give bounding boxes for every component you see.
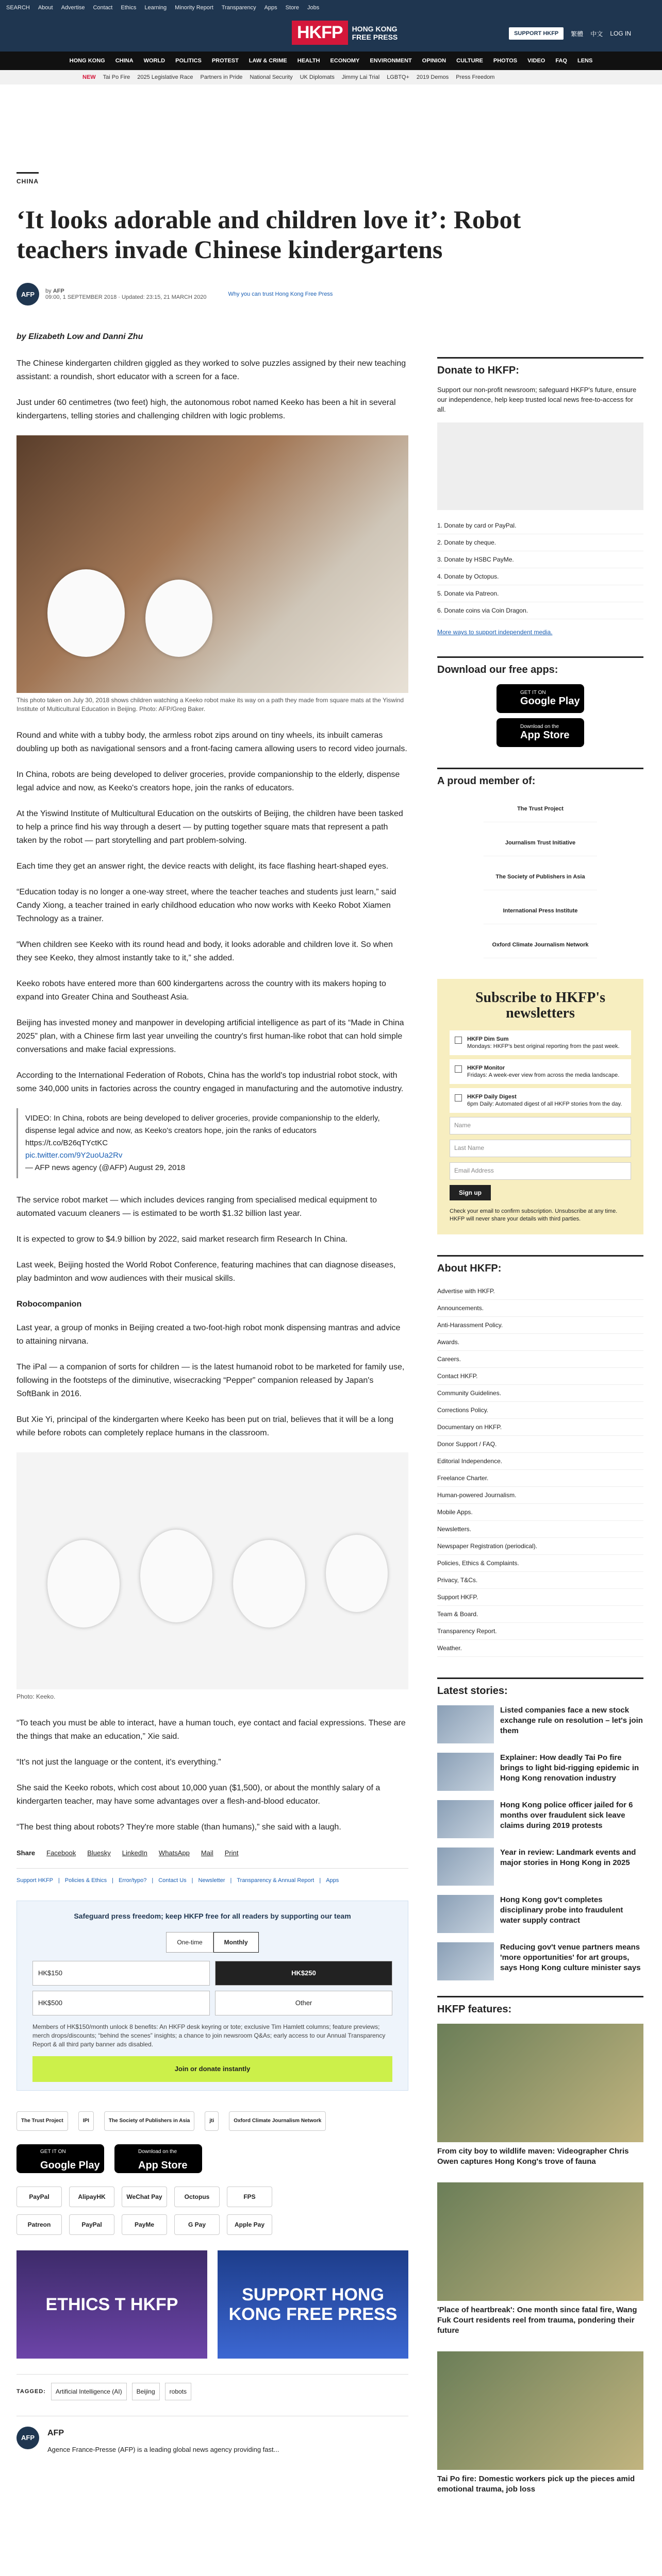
paragraph: Last week, Beijing hosted the World Robot Conference, featuring machines that can diagnose diseases, play badminton and wow audiences with their musical skills.: [16, 1261, 396, 1283]
paragraph: Each time they get an answer right, the device reacts with delight, its face flashing heart-shaped eyes.: [16, 862, 389, 871]
share-print[interactable]: Print: [224, 1849, 239, 1857]
latest-story[interactable]: [437, 1800, 643, 1838]
paragraph: Last year, a group of monks in Beijing created a two-foot-high robot monk dispensing mantras and advice to attaining nirvana.: [16, 1324, 401, 1346]
about-link[interactable]: Mobile Apps.: [437, 1504, 643, 1521]
new-badge: NEW: [82, 74, 96, 80]
paragraph: The Chinese kindergarten children giggled as they worked to solve puzzles assigned by their new teaching assistant: a roundish, short educator with a screen for a face.: [16, 359, 406, 381]
share-linkedin[interactable]: LinkedIn: [122, 1849, 147, 1857]
app-store-button[interactable]: Download on the App Store: [114, 2144, 202, 2173]
feature-stories: [437, 2024, 643, 2495]
article-photo[interactable]: [16, 435, 408, 693]
about-link[interactable]: Awards.: [437, 1334, 643, 1351]
footer-link[interactable]: Newsletter: [198, 1877, 225, 1884]
trending-tag[interactable]: 2025 Legislative Race: [137, 74, 193, 80]
donation-widget: [16, 1901, 408, 2091]
amount-option-selected[interactable]: HK$250: [215, 1961, 392, 1986]
author-avatar[interactable]: AFP: [16, 2427, 39, 2449]
paragraph: Keeko robots have entered more than 600 kindergartens across the country with its makers hoping to expand into Greater China and Southeast Asia.: [16, 979, 386, 1002]
paragraph: “It's not just the language or the content, it's everything.”: [16, 1758, 221, 1767]
monthly-option[interactable]: Monthly: [213, 1932, 259, 1953]
ethics-banner[interactable]: ETHICS T HKFP: [16, 2250, 207, 2359]
donate-image: [437, 422, 643, 510]
tagged-label: TAGGED:: [16, 2388, 46, 2395]
paragraph: In China, robots are being developed to deliver groceries, provide companionship to the elderly, dispense legal advice and now, as Keeko's creators hope, join the ranks of educators.: [16, 770, 400, 792]
about-link[interactable]: Announcements.: [437, 1300, 643, 1317]
payment-logo[interactable]: PayPal: [69, 2214, 114, 2235]
nav-item[interactable]: HEALTH: [297, 58, 320, 64]
article-dates: 09:00, 1 SEPTEMBER 2018 · Updated: 23:15, 21 MARCH 2020: [45, 294, 207, 300]
topbar-item[interactable]: Jobs: [307, 5, 320, 11]
newsletter-note: Check your email to confirm subscription. Unsubscribe at any time. HKFP will never share your details with third parties.: [450, 1208, 618, 1222]
about-links: [437, 1283, 643, 1657]
robot-figure: [47, 1540, 120, 1628]
nav-item[interactable]: ENVIRONMENT: [370, 58, 412, 64]
latest-stories: [437, 1705, 643, 1980]
donate-methods: [437, 517, 643, 619]
about-link[interactable]: Editorial Independence.: [437, 1453, 643, 1470]
newsletter-option[interactable]: HKFP Daily Digest 6pm Daily: Automated digest of all HKFP stories from the day.: [450, 1088, 631, 1113]
section-label[interactable]: CHINA: [16, 172, 39, 185]
newsletter-option[interactable]: HKFP Monitor Fridays: A week-ever view from across the media landscape.: [450, 1059, 631, 1084]
paragraph: Beijing has invested money and manpower in developing artificial intelligence as part of its “Made in China 2025” plan, with a Chinese firm last year unveiling the country's first human-like robot that can hold simple conversations and make facial expressions.: [16, 1019, 404, 1054]
footer-link[interactable]: Apps: [326, 1877, 339, 1884]
sidebar: [437, 357, 643, 2510]
tag-chip[interactable]: Artificial Intelligence (AI): [51, 2383, 127, 2400]
about-link[interactable]: Support HKFP.: [437, 1589, 643, 1606]
join-donate-button[interactable]: Join or donate instantly: [32, 2056, 392, 2082]
topbar-item[interactable]: About: [38, 5, 53, 11]
about-link[interactable]: Corrections Policy.: [437, 1402, 643, 1419]
nav-item[interactable]: LAW & CRIME: [249, 58, 287, 64]
share-bar: [16, 1846, 408, 1869]
share-bluesky[interactable]: Bluesky: [87, 1849, 111, 1857]
author-bio: Agence France-Presse (AFP) is a leading global news agency providing fast...: [47, 2446, 279, 2453]
partner-logo[interactable]: jti: [205, 2111, 219, 2131]
share-whatsapp[interactable]: WhatsApp: [158, 1849, 190, 1857]
about-link[interactable]: Newspaper Registration (periodical).: [437, 1538, 643, 1555]
payment-logo[interactable]: G Pay: [174, 2214, 220, 2235]
robot-figure: [47, 569, 125, 657]
topbar-item[interactable]: Ethics: [121, 5, 137, 11]
robot-lineup-photo[interactable]: [16, 1452, 408, 1689]
tag-chip[interactable]: Beijing: [132, 2383, 160, 2400]
latest-story[interactable]: [437, 1942, 643, 1980]
trending-tag[interactable]: Jimmy Lai Trial: [341, 74, 380, 80]
about-link[interactable]: Transparency Report.: [437, 1623, 643, 1640]
nav-item[interactable]: CULTURE: [456, 58, 483, 64]
payment-methods-row: [16, 2187, 408, 2207]
about-link[interactable]: Privacy, T&Cs.: [437, 1572, 643, 1589]
payment-logo[interactable]: FPS: [227, 2187, 272, 2207]
about-link[interactable]: Anti-Harassment Policy.: [437, 1317, 643, 1334]
payment-logo[interactable]: WeChat Pay: [122, 2187, 167, 2207]
tweet-source[interactable]: — AFP news agency (@AFP) August 29, 2018: [25, 1163, 186, 1172]
story-title[interactable]: Hong Kong police officer jailed for 6 months over fraudulent sick leave claims during 2019 protests: [500, 1801, 633, 1830]
byline: [16, 283, 646, 306]
payment-logo[interactable]: AlipayHK: [69, 2187, 114, 2207]
nav-item[interactable]: CHINA: [115, 58, 134, 64]
story-thumbnail[interactable]: [437, 1942, 494, 1980]
partner-logo[interactable]: Oxford Climate Journalism Network: [229, 2111, 326, 2131]
payment-logo[interactable]: Octopus: [174, 2187, 220, 2207]
member-benefits: Members of HK$150/month unlock 8 benefits: An HKFP desk keyring or tote; exclusive Tim Hamlett columns; feature previews; merch drops/discounts; “behind the scenes” insights; a chance to join newsroom Q&As; early access to our Annual Transparency Report & all third party banner ads disabled.: [32, 2023, 386, 2048]
paragraph: Round and white with a tubby body, the armless robot zips around on tiny wheels, its inbuilt cameras doubling up both as navigational sensors and a front-facing camera allowing users to record video journals.: [16, 731, 407, 753]
login-link[interactable]: LOG IN: [610, 30, 631, 37]
paragraph: According to the International Federation of Robots, China has the world's top industrial robot stock, with some 340,000 units in factories across the country engaged in manufacturing and the automotive industry.: [16, 1071, 404, 1093]
donate-method[interactable]: 6. Donate coins via Coin Dragon.: [437, 602, 643, 619]
footer-link[interactable]: Support HKFP: [16, 1877, 53, 1884]
footer-link[interactable]: Policies & Ethics: [64, 1877, 107, 1884]
main-nav: [0, 52, 662, 70]
tweet-link[interactable]: pic.twitter.com/9Y2uoUa2Rv: [25, 1151, 123, 1160]
donate-method[interactable]: 1. Donate by card or PayPal.: [437, 517, 643, 534]
member-logo[interactable]: International Press Institute: [484, 897, 597, 924]
partner-logo[interactable]: IPI: [78, 2111, 94, 2131]
partner-logo[interactable]: The Society of Publishers in Asia: [104, 2111, 194, 2131]
member-logo[interactable]: The Trust Project: [484, 795, 597, 822]
nav-item[interactable]: LENS: [577, 58, 593, 64]
feature-image[interactable]: [437, 2182, 643, 2301]
amount-option[interactable]: HK$500: [32, 1991, 210, 2015]
share-mail[interactable]: Mail: [201, 1849, 213, 1857]
robot-figure: [326, 1535, 388, 1612]
article-authors: by Elizabeth Low and Danni Zhu: [16, 332, 143, 341]
story-thumbnail[interactable]: [437, 1705, 494, 1743]
about-link[interactable]: Policies, Ethics & Complaints.: [437, 1555, 643, 1572]
about-link[interactable]: Careers.: [437, 1351, 643, 1368]
feature-image[interactable]: [437, 2351, 643, 2470]
paragraph: It is expected to grow to $4.9 billion by 2022, said market research firm Research In China.: [16, 1235, 348, 1244]
trending-tag[interactable]: LGBTQ+: [387, 74, 409, 80]
nav-item[interactable]: HONG KONG: [69, 58, 105, 64]
donate-method[interactable]: 2. Donate by cheque.: [437, 534, 643, 551]
top-utility-bar: [0, 0, 662, 15]
story-title[interactable]: Explainer: How deadly Tai Po fire brings to light bid-rigging epidemic in Hong Kong renovation industry: [500, 1753, 639, 1783]
nav-item[interactable]: OPINION: [422, 58, 446, 64]
one-time-option[interactable]: One-time: [166, 1932, 213, 1953]
story-thumbnail[interactable]: [437, 1753, 494, 1791]
checkbox-icon[interactable]: [455, 1094, 462, 1101]
author-box: [16, 2416, 408, 2456]
latest-story[interactable]: [437, 1753, 643, 1791]
more-ways-link[interactable]: More ways to support independent media.: [437, 629, 553, 636]
robot-figure: [140, 1530, 212, 1622]
amount-options: [32, 1961, 392, 2015]
payment-logo[interactable]: PayMe: [122, 2214, 167, 2235]
google-play-button[interactable]: GET IT ON Google Play: [496, 684, 584, 713]
author-name[interactable]: AFP: [47, 2429, 64, 2437]
article-footer-links: Support HKFP | Policies & Ethics | Error/typo? | Contact Us | Newsletter | Transparency & Annual Report | Apps: [16, 1874, 408, 1887]
about-link[interactable]: Weather.: [437, 1640, 643, 1657]
google-play-button[interactable]: GET IT ON Google Play: [16, 2144, 104, 2173]
paragraph: “When children see Keeko with its round head and body, it looks adorable and children love it. So when they see Keeko, they almost instantly take to it,” she added.: [16, 940, 393, 962]
trending-tag[interactable]: Press Freedom: [456, 74, 495, 80]
footer-link[interactable]: Transparency & Annual Report: [237, 1877, 315, 1884]
amount-option-other[interactable]: Other: [215, 1991, 392, 2015]
story-thumbnail[interactable]: [437, 1848, 494, 1886]
topbar-item[interactable]: SEARCH: [6, 5, 30, 11]
nav-item[interactable]: VIDEO: [527, 58, 545, 64]
feature-title[interactable]: From city boy to wildlife maven: Videographer Chris Owen captures Hong Kong's trove of fauna: [437, 2147, 629, 2166]
signup-button[interactable]: Sign up: [450, 1185, 491, 1200]
checkbox-icon[interactable]: [455, 1065, 462, 1073]
story-thumbnail[interactable]: [437, 1895, 494, 1933]
robot-figure: [145, 580, 212, 657]
trending-tag[interactable]: Tai Po Fire: [103, 74, 130, 80]
share-label: Share: [16, 1849, 36, 1857]
frequency-toggle: [32, 1932, 392, 1953]
story-title[interactable]: Reducing gov't venue partners means 'more opportunities' for art groups, says Hong Kong culture minister says: [500, 1943, 641, 1972]
language-toggle[interactable]: 繁體: [571, 30, 584, 38]
trending-tags: [0, 70, 662, 84]
paragraph: The service robot market — which includes devices ranging from specialised medical equipment to automated vacuum cleaners — is estimated to be worth $1.32 billion last year.: [16, 1196, 377, 1218]
topbar-item[interactable]: Advertise: [61, 5, 85, 11]
donate-sidebar-text: Support our non-profit newsroom; safeguard HKFP's future, ensure our independence, help keep trusted local news free-to-access for all.: [437, 386, 637, 413]
tag-chip[interactable]: robots: [165, 2383, 191, 2400]
nav-item[interactable]: FAQ: [555, 58, 567, 64]
latest-story[interactable]: [437, 1705, 643, 1743]
article-body: [16, 357, 408, 2510]
about-link[interactable]: Advertise with HKFP.: [437, 1283, 643, 1300]
paragraph: “To teach you must be able to interact, have a human touch, eye contact and facial expressions. These are the things that make an education,” Xie said.: [16, 1719, 406, 1741]
footer-link[interactable]: Contact Us: [158, 1877, 187, 1884]
nav-item[interactable]: WORLD: [143, 58, 166, 64]
support-banner[interactable]: SUPPORT HONG KONG FREE PRESS: [218, 2250, 408, 2359]
feature-title[interactable]: Tai Po fire: Domestic workers pick up the pieces amid emotional trauma, job loss: [437, 2475, 635, 2494]
topbar-item[interactable]: Learning: [144, 5, 167, 11]
about-title: About HKFP:: [437, 1255, 643, 1275]
email-input[interactable]: Email Address: [450, 1162, 631, 1180]
paragraph: The iPal — a companion of sorts for children — is the latest humanoid robot to be marketed for family use, following in the footsteps of the diminutive, wisecracking “Pepper” companion released by Japan's SoftBank in 2016.: [16, 1363, 405, 1398]
donate-heading: Safeguard press freedom; keep HKFP free for all readers by supporting our team: [74, 1912, 351, 1920]
embedded-tweet: [16, 1108, 408, 1178]
about-link[interactable]: Freelance Charter.: [437, 1470, 643, 1487]
payment-methods-row: [16, 2214, 408, 2235]
paragraph: “Education today is no longer a one-way street, where the teacher teaches and students just learn,” said Candy Xiong, a teacher trained in early childhood education who now works with Keeko Robot Xiamen Technology as a trainer.: [16, 888, 396, 923]
subheading: Robocompanion: [16, 1300, 82, 1309]
member-logo[interactable]: The Society of Publishers in Asia: [484, 863, 597, 890]
donate-sidebar-title: Donate to HKFP:: [437, 357, 643, 377]
topbar-item[interactable]: Apps: [264, 5, 277, 11]
nav-item[interactable]: ECONOMY: [330, 58, 360, 64]
feature-image[interactable]: [437, 2024, 643, 2142]
amount-option[interactable]: HK$150: [32, 1961, 210, 1986]
last-name-input[interactable]: Last Name: [450, 1140, 631, 1157]
trending-tag[interactable]: National Security: [250, 74, 293, 80]
latest-title: Latest stories:: [437, 1677, 643, 1697]
byline-by: by: [45, 288, 52, 294]
apps-title: Download our free apps:: [437, 656, 643, 676]
trust-link[interactable]: Why you can trust Hong Kong Free Press: [228, 291, 333, 297]
story-title[interactable]: Listed companies face a new stock exchange rule on resolution – let's join them: [500, 1706, 643, 1735]
newsletter-title: Subscribe to HKFP's newsletters: [475, 990, 605, 1021]
about-link[interactable]: Community Guidelines.: [437, 1385, 643, 1402]
name-input[interactable]: Name: [450, 1117, 631, 1134]
latest-story[interactable]: [437, 1848, 643, 1886]
tagged-topics: [16, 2374, 408, 2400]
about-link[interactable]: Contact HKFP.: [437, 1368, 643, 1385]
topbar-item[interactable]: Contact: [93, 5, 113, 11]
photo-caption: Photo: Keeko.: [16, 1693, 56, 1700]
nav-item[interactable]: PROTEST: [211, 58, 239, 64]
member-logo[interactable]: Oxford Climate Journalism Network: [484, 931, 597, 958]
article-title: ‘It looks adorable and children love it’: Robot teachers invade Chinese kindergartens: [16, 205, 521, 264]
payment-logo[interactable]: Patreon: [16, 2214, 62, 2235]
paragraph: But Xie Yi, principal of the kindergarten where Keeko has been put on trial, believes that it will be a long while before robots can completely replace humans in the classroom.: [16, 1415, 394, 1437]
nav-item[interactable]: PHOTOS: [493, 58, 518, 64]
promo-banners: [16, 2250, 408, 2359]
partner-logos: [16, 2111, 408, 2131]
latest-story[interactable]: [437, 1895, 643, 1933]
feature-title[interactable]: 'Place of heartbreak': One month since fatal fire, Wang Fuk Court residents reel from trauma, pondering their future: [437, 2306, 637, 2335]
about-link[interactable]: Human-powered Journalism.: [437, 1487, 643, 1504]
photo-caption: This photo taken on July 30, 2018 shows children watching a Keeko robot make its way on a path they made from square mats at the Yiswind Institute of Multicultural Education in Beijing. Photo: AFP/Greg Baker.: [16, 697, 404, 713]
trending-tag[interactable]: 2019 Demos: [416, 74, 449, 80]
story-thumbnail[interactable]: [437, 1800, 494, 1838]
byline-agency[interactable]: AFP: [53, 288, 64, 294]
topbar-item[interactable]: Store: [285, 5, 299, 11]
about-link[interactable]: Donor Support / FAQ.: [437, 1436, 643, 1453]
trending-tag[interactable]: UK Diplomats: [300, 74, 335, 80]
share-facebook[interactable]: Facebook: [46, 1849, 76, 1857]
trending-tag[interactable]: Partners in Pride: [200, 74, 243, 80]
site-logo[interactable]: [292, 21, 398, 45]
app-store-button[interactable]: Download on the App Store: [496, 718, 584, 747]
nav-item[interactable]: POLITICS: [175, 58, 202, 64]
tweet-text: VIDEO: In China, robots are being developed to deliver groceries, provide companionship to the elderly, dispense legal advice and now, as Keeko's creators hope, join the ranks of educators https://t.co/B26qTYctKC: [25, 1114, 380, 1147]
about-link[interactable]: Team & Board.: [437, 1606, 643, 1623]
member-title: A proud member of:: [437, 768, 643, 787]
member-logo[interactable]: Journalism Trust Initiative: [484, 829, 597, 856]
paragraph: “The best thing about robots? They're more stable (than humans),” she said with a laugh.: [16, 1823, 341, 1832]
features-title: HKFP features:: [437, 1996, 643, 2015]
footer-link[interactable]: Error/typo?: [118, 1877, 147, 1884]
donate-method[interactable]: 3. Donate by HSBC PayMe.: [437, 551, 643, 568]
app-store-buttons: [16, 2144, 408, 2173]
about-link[interactable]: Newsletters.: [437, 1521, 643, 1538]
story-title[interactable]: Hong Kong gov't completes disciplinary probe into fraudulent water supply contract: [500, 1895, 623, 1925]
chinese-link[interactable]: 中文: [590, 30, 603, 38]
donate-method[interactable]: 5. Donate via Patreon.: [437, 585, 643, 602]
logo-mark: HKFP: [292, 21, 348, 45]
topbar-item[interactable]: Transparency: [221, 5, 256, 11]
checkbox-icon[interactable]: [455, 1037, 462, 1044]
paragraph: At the Yiswind Institute of Multicultural Education on the outskirts of Beijing, the children have been tasked to help a prince find his way through a desert — by putting together square mats that represent a path taken by the robot — part storytelling and part problem-solving.: [16, 809, 403, 845]
newsletter-option[interactable]: HKFP Dim Sum Mondays: HKFP's best original reporting from the past week.: [450, 1030, 631, 1055]
story-title[interactable]: Year in review: Landmark events and major stories in Hong Kong in 2025: [500, 1848, 636, 1867]
brand-bar: [0, 15, 662, 52]
paragraph: She said the Keeko robots, which cost about 10,000 yuan ($1,500), or about the monthly salary of a kindergarten teacher, may have some advantages over a flesh-and-blood educator.: [16, 1784, 380, 1806]
paragraph: Just under 60 centimetres (two feet) high, the autonomous robot named Keeko has been a hit in several kindergartens, telling stories and challenging children with logic problems.: [16, 398, 396, 420]
topbar-item[interactable]: Minority Report: [175, 5, 213, 11]
support-hkfp-button[interactable]: SUPPORT HKFP: [509, 27, 564, 40]
logo-wordmark: HONG KONG FREE PRESS: [352, 24, 398, 41]
payment-logo[interactable]: Apple Pay: [227, 2214, 272, 2235]
robot-figure: [233, 1540, 305, 1628]
newsletter-signup: [437, 979, 643, 1234]
about-link[interactable]: Documentary on HKFP.: [437, 1419, 643, 1436]
author-avatar[interactable]: AFP: [16, 283, 39, 306]
payment-logo[interactable]: PayPal: [16, 2187, 62, 2207]
donate-method[interactable]: 4. Donate by Octopus.: [437, 568, 643, 585]
partner-logo[interactable]: The Trust Project: [16, 2111, 68, 2131]
